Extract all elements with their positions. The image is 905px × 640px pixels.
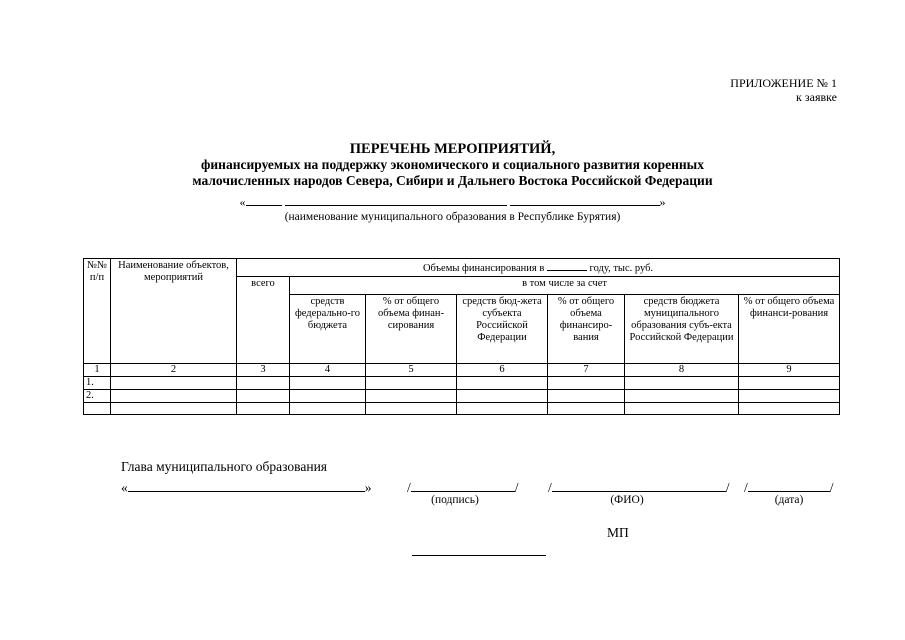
header-municipal: средств бюджета муниципального образования субъ-екта Российской Федерации [625,295,739,364]
slash: / [744,480,748,495]
title-line-2: финансируемых на поддержку экономического и социального развития коренных [201,157,704,172]
table-cell[interactable] [739,390,840,403]
table-cell[interactable] [237,377,290,390]
header-federal-pct: % от общего объема финан-сирования [366,295,457,364]
header-volumes [237,259,840,277]
signatory-title: Глава муниципального образования [121,459,328,474]
municipality-signature-field[interactable] [121,478,372,496]
stamp-line[interactable] [412,555,546,556]
col-number: 8 [625,364,739,377]
municipality-caption: (наименование муниципального образования в Республике Бурятия) [284,211,621,223]
header-name: Наименование объектов, мероприятий [111,259,237,364]
volumes-suffix: году, тыс. руб. [589,263,654,274]
blank-long [510,194,660,206]
header-total: всего [237,277,290,364]
appendix-number: ПРИЛОЖЕНИЕ № 1 [730,76,837,90]
col-number: 9 [739,364,840,377]
table-cell[interactable] [457,377,548,390]
col-number: 6 [457,364,548,377]
table-cell[interactable] [548,377,625,390]
table-cell[interactable] [625,390,739,403]
table-cell[interactable] [290,403,366,415]
col-number: 3 [237,364,290,377]
table-cell[interactable] [625,377,739,390]
slash: / [829,480,834,495]
table-cell[interactable] [237,403,290,415]
table-row [84,403,840,415]
table-cell[interactable] [457,390,548,403]
slash: / [548,480,552,495]
caption-date: (дата) [774,494,804,506]
column-number-row [84,364,840,377]
activities-table [83,258,840,415]
row-number: 1. [84,377,111,390]
table-cell[interactable] [457,403,548,415]
table-cell[interactable] [366,390,457,403]
header-num: №№ п/п [84,259,111,364]
table-cell[interactable] [237,390,290,403]
table-cell[interactable] [111,390,237,403]
blank-date [748,478,830,492]
header-including: в том числе за счет [290,277,840,295]
slash: / [514,480,519,495]
header-regional-pct: % от общего объема финансиро-вания [548,295,625,364]
close-quote: » [364,480,372,495]
caption-fio: (ФИО) [610,494,644,506]
appendix-note: к заявке [796,90,837,104]
caption-signature: (подпись) [431,494,479,506]
appendix-label [730,76,837,104]
table-row [84,390,840,403]
header-federal: средств федерально-го бюджета [290,295,366,364]
table-cell[interactable] [739,403,840,415]
table-cell[interactable] [111,377,237,390]
open-quote: « [239,195,246,209]
blank-middle [285,194,507,206]
close-quote: » [659,195,666,209]
table-cell[interactable] [366,403,457,415]
table-cell[interactable] [111,403,237,415]
table-cell[interactable] [739,377,840,390]
col-number: 1 [84,364,111,377]
header-regional: средств бюд-жета субъекта Российской Федерации [457,295,548,364]
table-cell[interactable] [548,403,625,415]
title-line-3: малочисленных народов Севера, Сибири и Дальнего Востока Российской Федерации [192,173,713,188]
open-quote: « [121,480,128,495]
blank-municipality [128,478,365,492]
table-cell[interactable] [548,390,625,403]
title-line-1: ПЕРЕЧЕНЬ МЕРОПРИЯТИЙ, [349,141,556,157]
col-number: 2 [111,364,237,377]
table-cell[interactable] [290,390,366,403]
table-cell[interactable] [625,403,739,415]
col-number: 4 [290,364,366,377]
blank-signature [411,478,515,492]
header-municipal-pct: % от общего объема финанси-рования [739,295,840,364]
table-cell[interactable] [290,377,366,390]
municipality-name-field[interactable] [0,194,905,210]
row-number [84,403,111,415]
slash: / [725,480,730,495]
document-title [0,141,905,189]
blank-short [246,194,282,206]
volumes-prefix: Объемы финансирования в [422,263,545,274]
col-number: 5 [366,364,457,377]
stamp-place-label: МП [607,525,629,540]
blank-fio [552,478,726,492]
year-blank[interactable] [547,260,587,271]
row-number: 2. [84,390,111,403]
col-number: 7 [548,364,625,377]
table-cell[interactable] [366,377,457,390]
slash: / [407,480,411,495]
table-row [84,377,840,390]
